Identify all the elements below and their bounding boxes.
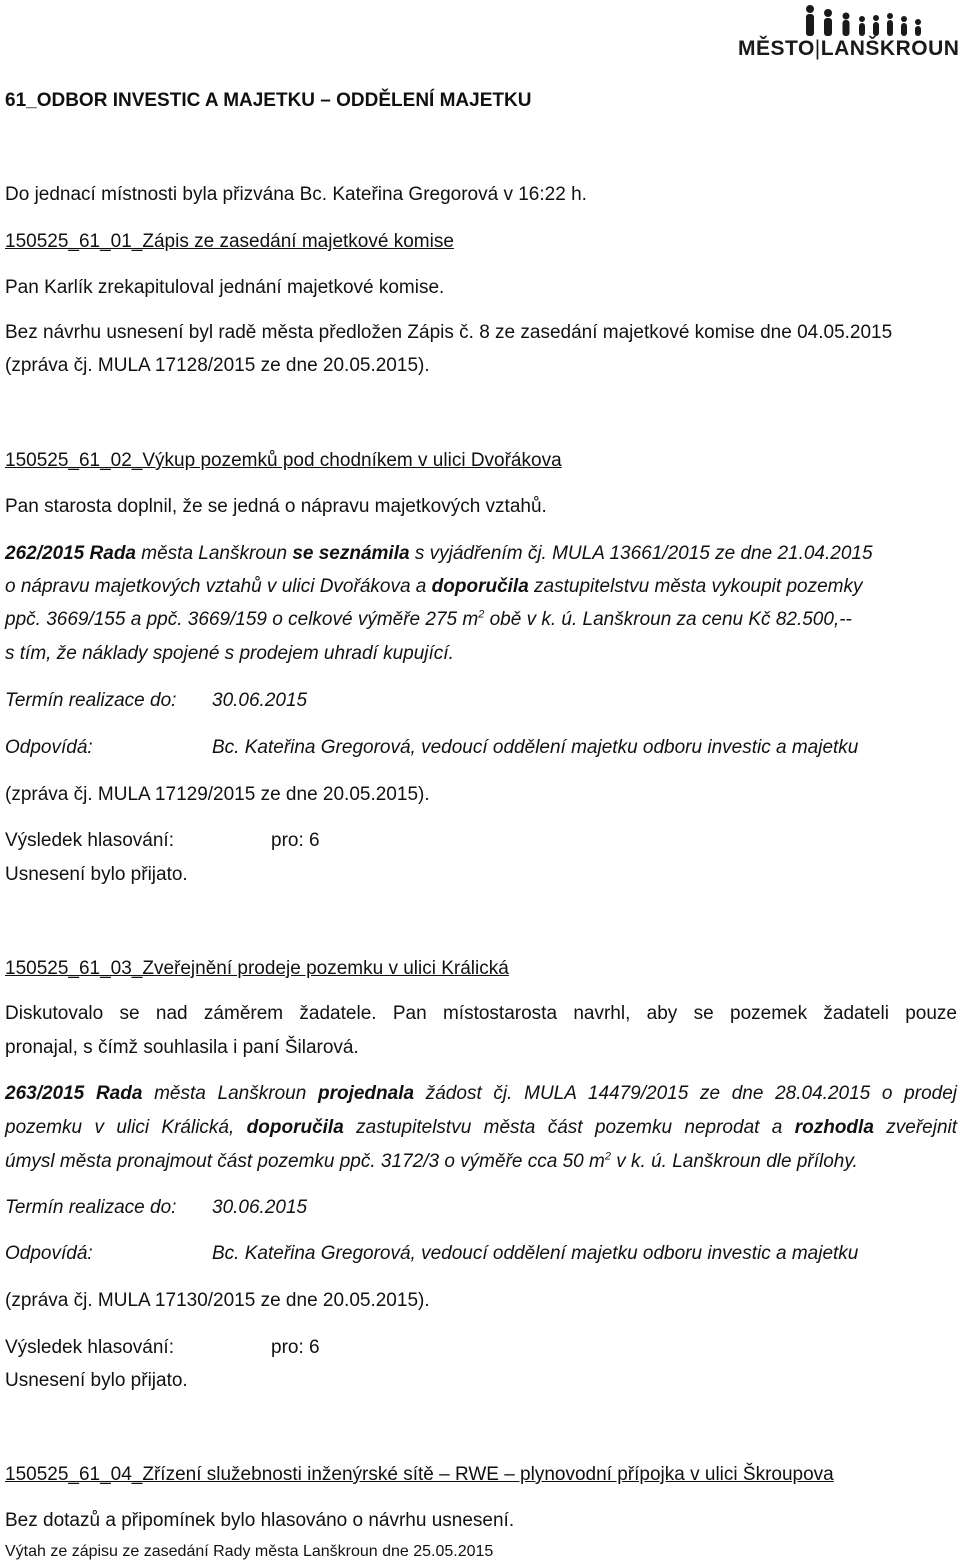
item-3-accepted: Usnesení bylo přijato. [5, 1370, 188, 1391]
page-footer: Výtah ze zápisu ze zasedání Rady města Lanškroun dne 25.05.2015 [5, 1543, 494, 1560]
city-logo [738, 4, 960, 66]
item-2-deadline: Termín realizace do: 30.06.2015 [5, 690, 308, 711]
item-3-paragraph-line-1: Diskutovalo se nad záměrem žadatele. Pan místostarosta navrhl, aby se pozemek žadateli pouze [5, 1003, 957, 1024]
item-2-report: (zpráva čj. MULA 17129/2015 ze dne 20.05.2015). [5, 784, 430, 805]
item-2-title: 150525_61_02_Výkup pozemků pod chodníkem v ulici Dvořákova [5, 450, 562, 471]
item-4-title: 150525_61_04_Zřízení služebnosti inženýrské sítě – RWE – plynovodní přípojka v ulici Škroupova [5, 1464, 834, 1485]
item-1-note-line-1: Bez návrhu usnesení byl radě města předložen Zápis č. 8 ze zasedání majetkové komise dne 04.05.2015 [5, 322, 893, 343]
item-3-report: (zpráva čj. MULA 17130/2015 ze dne 20.05.2015). [5, 1290, 430, 1311]
item-3-resolution-line-3: úmysl města pronajmout část pozemku ppč. 3172/3 o výměře cca 50 $m^2$ v k. ú. Lanškroun dle přílohy. [5, 1150, 858, 1172]
item-1-note-line-2: (zpráva čj. MULA 17128/2015 ze dne 20.05.2015). [5, 355, 430, 376]
item-1-title: 150525_61_01_Zápis ze zasedání majetkové komise [5, 231, 454, 252]
item-2-accepted: Usnesení bylo přijato. [5, 864, 188, 885]
item-2-resolution-line-3: ppč. 3669/155 a ppč. 3669/159 o celkové výměře 275 $m^2$ obě v k. ú. Lanškroun za cenu Kč 82.500,-- [5, 608, 852, 630]
item-3-resolution-line-1: 263/2015 Rada města Lanškroun projednala žádost čj. MULA 14479/2015 ze dne 28.04.2015 o prodej [5, 1083, 957, 1104]
item-2-responsible: Odpovídá: Bc. Kateřina Gregorová, vedoucí oddělení majetku odboru investic a majetku [5, 737, 859, 758]
intro-text: Do jednací místnosti byla přizvána Bc. Kateřina Gregorová v 16:22 h. [5, 184, 587, 205]
item-3-resolution-line-2: pozemku v ulici Králická, doporučila zastupitelstvu města část pozemku neprodat a rozhodla zveřejnit [5, 1117, 958, 1138]
item-4-paragraph: Bez dotazů a připomínek bylo hlasováno o návrhu usnesení. [5, 1510, 515, 1531]
item-2-paragraph: Pan starosta doplnil, že se jedná o nápravu majetkových vztahů. [5, 496, 547, 517]
item-3-deadline: Termín realizace do: 30.06.2015 [5, 1197, 308, 1218]
item-2-vote: Výsledek hlasování: pro: 6 [5, 830, 320, 851]
item-3-vote: Výsledek hlasování: pro: 6 [5, 1337, 320, 1358]
item-3-title: 150525_61_03_Zveřejnění prodeje pozemku v ulici Králická [5, 958, 509, 979]
item-1-paragraph: Pan Karlík zrekapituloval jednání majetkové komise. [5, 277, 445, 298]
item-3-paragraph-line-2: pronajal, s čímž souhlasila i paní Šilarová. [5, 1037, 359, 1058]
item-2-resolution-line-2: o nápravu majetkových vztahů v ulici Dvořákova a doporučila zastupitelstvu města vykoupit pozemky [5, 576, 863, 597]
item-2-resolution-line-4: s tím, že náklady spojené s prodejem uhradí kupující. [5, 643, 454, 664]
logo-text: MĚSTO|LANŠKROUN [738, 37, 960, 60]
department-heading: 61_ODBOR INVESTIC A MAJETKU – ODDĚLENÍ MAJETKU [5, 90, 532, 111]
item-3-responsible: Odpovídá: Bc. Kateřina Gregorová, vedoucí oddělení majetku odboru investic a majetku [5, 1243, 859, 1264]
logo-figures-icon [800, 4, 950, 38]
item-2-resolution-line-1: 262/2015 Rada města Lanškroun se seznámila s vyjádřením čj. MULA 13661/2015 ze dne 21.04.2015 [5, 543, 873, 564]
